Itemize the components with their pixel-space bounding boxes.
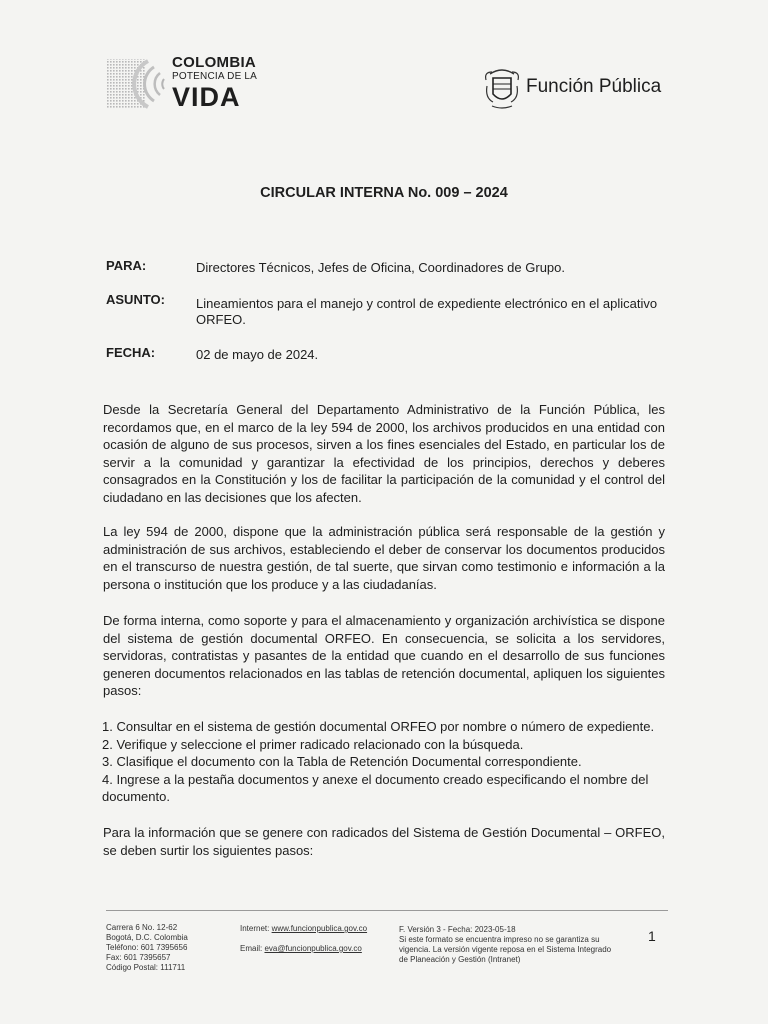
notice-line: vigencia. La versión vigente reposa en el Sistema Integrado [399, 945, 612, 954]
steps-list [102, 718, 666, 806]
circular-title: CIRCULAR INTERNA No. 009 – 2024 [260, 185, 508, 201]
field-label-para: PARA: [106, 258, 147, 273]
list-item: 1. Consultar en el sistema de gestión documental ORFEO por nombre o número de expediente. [102, 719, 655, 734]
coat-of-arms-icon [482, 66, 522, 110]
list-item: 3. Clasifique el documento con la Tabla de Retención Documental correspondiente. [102, 754, 582, 769]
email-link[interactable]: eva@funcionpublica.gov.co [264, 944, 362, 953]
notice-line: Si este formato se encuentra impreso no se garantiza su [399, 935, 600, 944]
address-line: Código Postal: 111711 [106, 963, 186, 972]
address-line: Teléfono: 601 7395656 [106, 943, 188, 952]
footer-version [399, 925, 611, 965]
footer-address [106, 923, 188, 973]
internet-label: Internet: [240, 924, 270, 933]
address-line: Fax: 601 7395657 [106, 953, 171, 962]
paragraph-2: La ley 594 de 2000, dispone que la administración pública será responsable de la gestión y administración de sus archivos, estableciendo el deber de conservar los documentos producidos en el transcurso de nuestra gestión, de tal suerte, que sirvan como testimonio e información a la persona o institución que los produce y a las ciudadanías. [103, 524, 665, 592]
colombia-swirl-icon [104, 55, 166, 113]
list-item: 4. Ingrese a la pestaña documentos y anexe el documento creado especificando el nombre del documento. [102, 771, 649, 804]
colombia-logo [104, 55, 264, 115]
field-value-asunto: Lineamientos para el manejo y control de expediente electrónico en el aplicativo ORFEO. [196, 296, 658, 327]
footer-contact [240, 924, 367, 954]
logo-line-potencia: POTENCIA DE LA [172, 71, 258, 82]
version-text: F. Versión 3 - Fecha: 2023-05-18 [399, 925, 516, 934]
footer-divider [106, 910, 668, 911]
logo-line-vida: VIDA [172, 82, 241, 112]
page-number: 1 [648, 928, 656, 944]
closing-paragraph: Para la información que se genere con radicados del Sistema de Gestión Documental – ORFEO, se deben surtir los siguientes pasos: [103, 825, 665, 858]
funcion-publica-text: Función Pública [526, 76, 662, 97]
address-line: Bogotá, D.C. Colombia [106, 933, 188, 942]
field-value-para: Directores Técnicos, Jefes de Oficina, Coordinadores de Grupo. [196, 260, 565, 275]
paragraph-3: De forma interna, como soporte y para el almacenamiento y organización archivística se dispone del sistema de gestión documental ORFEO. En consecuencia, se solicita a los servidores, servidoras, contratistas y pasantes de la entidad que cuando en el desarrollo de sus funciones generen documentos relacionados en las tablas de retención documental, apliquen los siguientes pasos: [103, 613, 665, 698]
email-label: Email: [240, 944, 263, 953]
address-line: Carrera 6 No. 12-62 [106, 923, 178, 932]
paragraph-1: Desde la Secretaría General del Departamento Administrativo de la Función Pública, les recordamos que, en el marco de la ley 594 de 2000, los archivos producidos en una entidad con ocasión de alguno de sus procesos, sirven a los fines esenciales del Estado, en particular los de servir a la comunidad y garantizar la efectividad de los principios, derechos y deberes consagrados en la Constitución y los de facilitar la participación de la comunidad y el control del ciudadano en las decisiones que los afecten. [103, 402, 665, 505]
logo-line-colombia: COLOMBIA [172, 54, 257, 71]
notice-line: de Planeación y Gestión (Intranet) [399, 955, 521, 964]
website-link[interactable]: www.funcionpublica.gov.co [271, 924, 368, 933]
field-label-fecha: FECHA: [106, 345, 156, 360]
field-value-fecha: 02 de mayo de 2024. [196, 347, 319, 362]
list-item: 2. Verifique y seleccione el primer radicado relacionado con la búsqueda. [102, 736, 524, 752]
field-label-asunto: ASUNTO: [106, 292, 165, 307]
